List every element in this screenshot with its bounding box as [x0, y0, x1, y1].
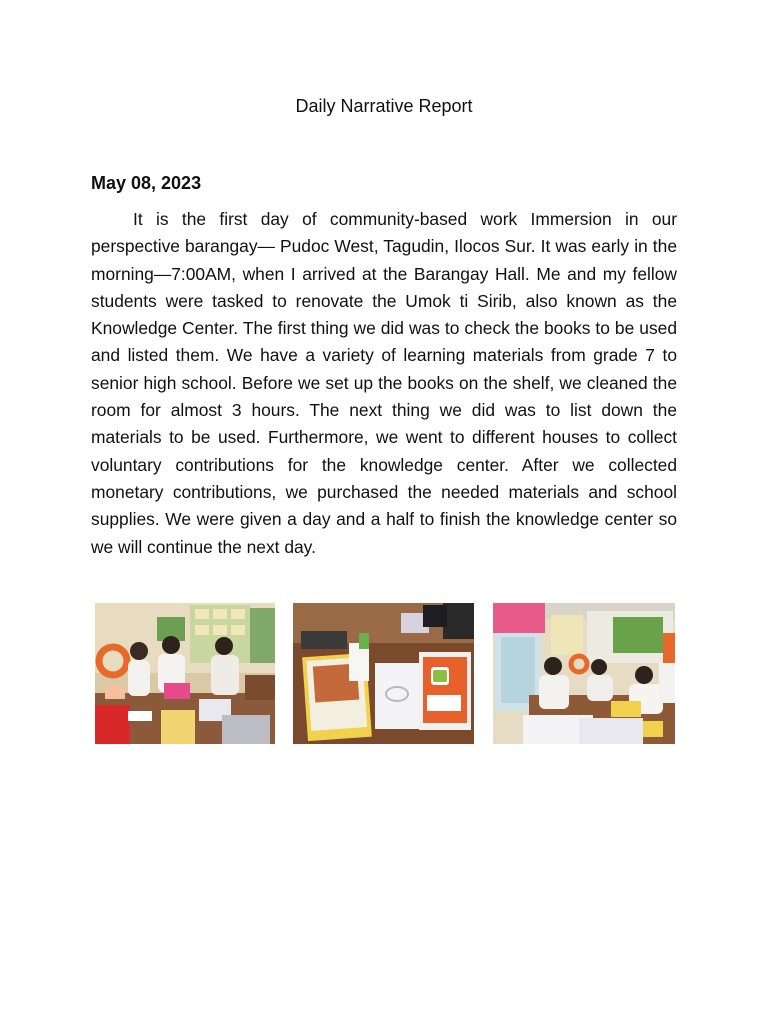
report-date: May 08, 2023	[91, 173, 202, 193]
students-sorting-materials-photo	[95, 603, 275, 744]
report-title: Daily Narrative Report	[295, 96, 473, 116]
students-working-at-table-photo	[493, 603, 675, 744]
narrative-paragraph: It is the first day of community-based work Immersion in our perspective barangay— Pudoc West, Tagudin, Ilocos Sur. It was early in the morning—7:00AM, when I arrived at the Barangay Hall. Me and my fellow students were tasked to renovate the Umok ti Sirib, also known as the Knowledge Center. The first thing we did was to check the books to be used and listed them. We have a variety of learning materials from grade 7 to senior high school. Before we set up the books on the shelf, we cleaned the room for almost 3 hours. The next thing we did was to list down the materials to be used. Furthermore, we went to different houses to collect voluntary contributions for the knowledge center. After we collected monetary contributions, we purchased the needed materials and school supplies. We were given a day and a half to finish the knowledge center so we will continue the next day.	[91, 209, 677, 557]
books-and-supplies-on-table-photo	[293, 603, 474, 744]
